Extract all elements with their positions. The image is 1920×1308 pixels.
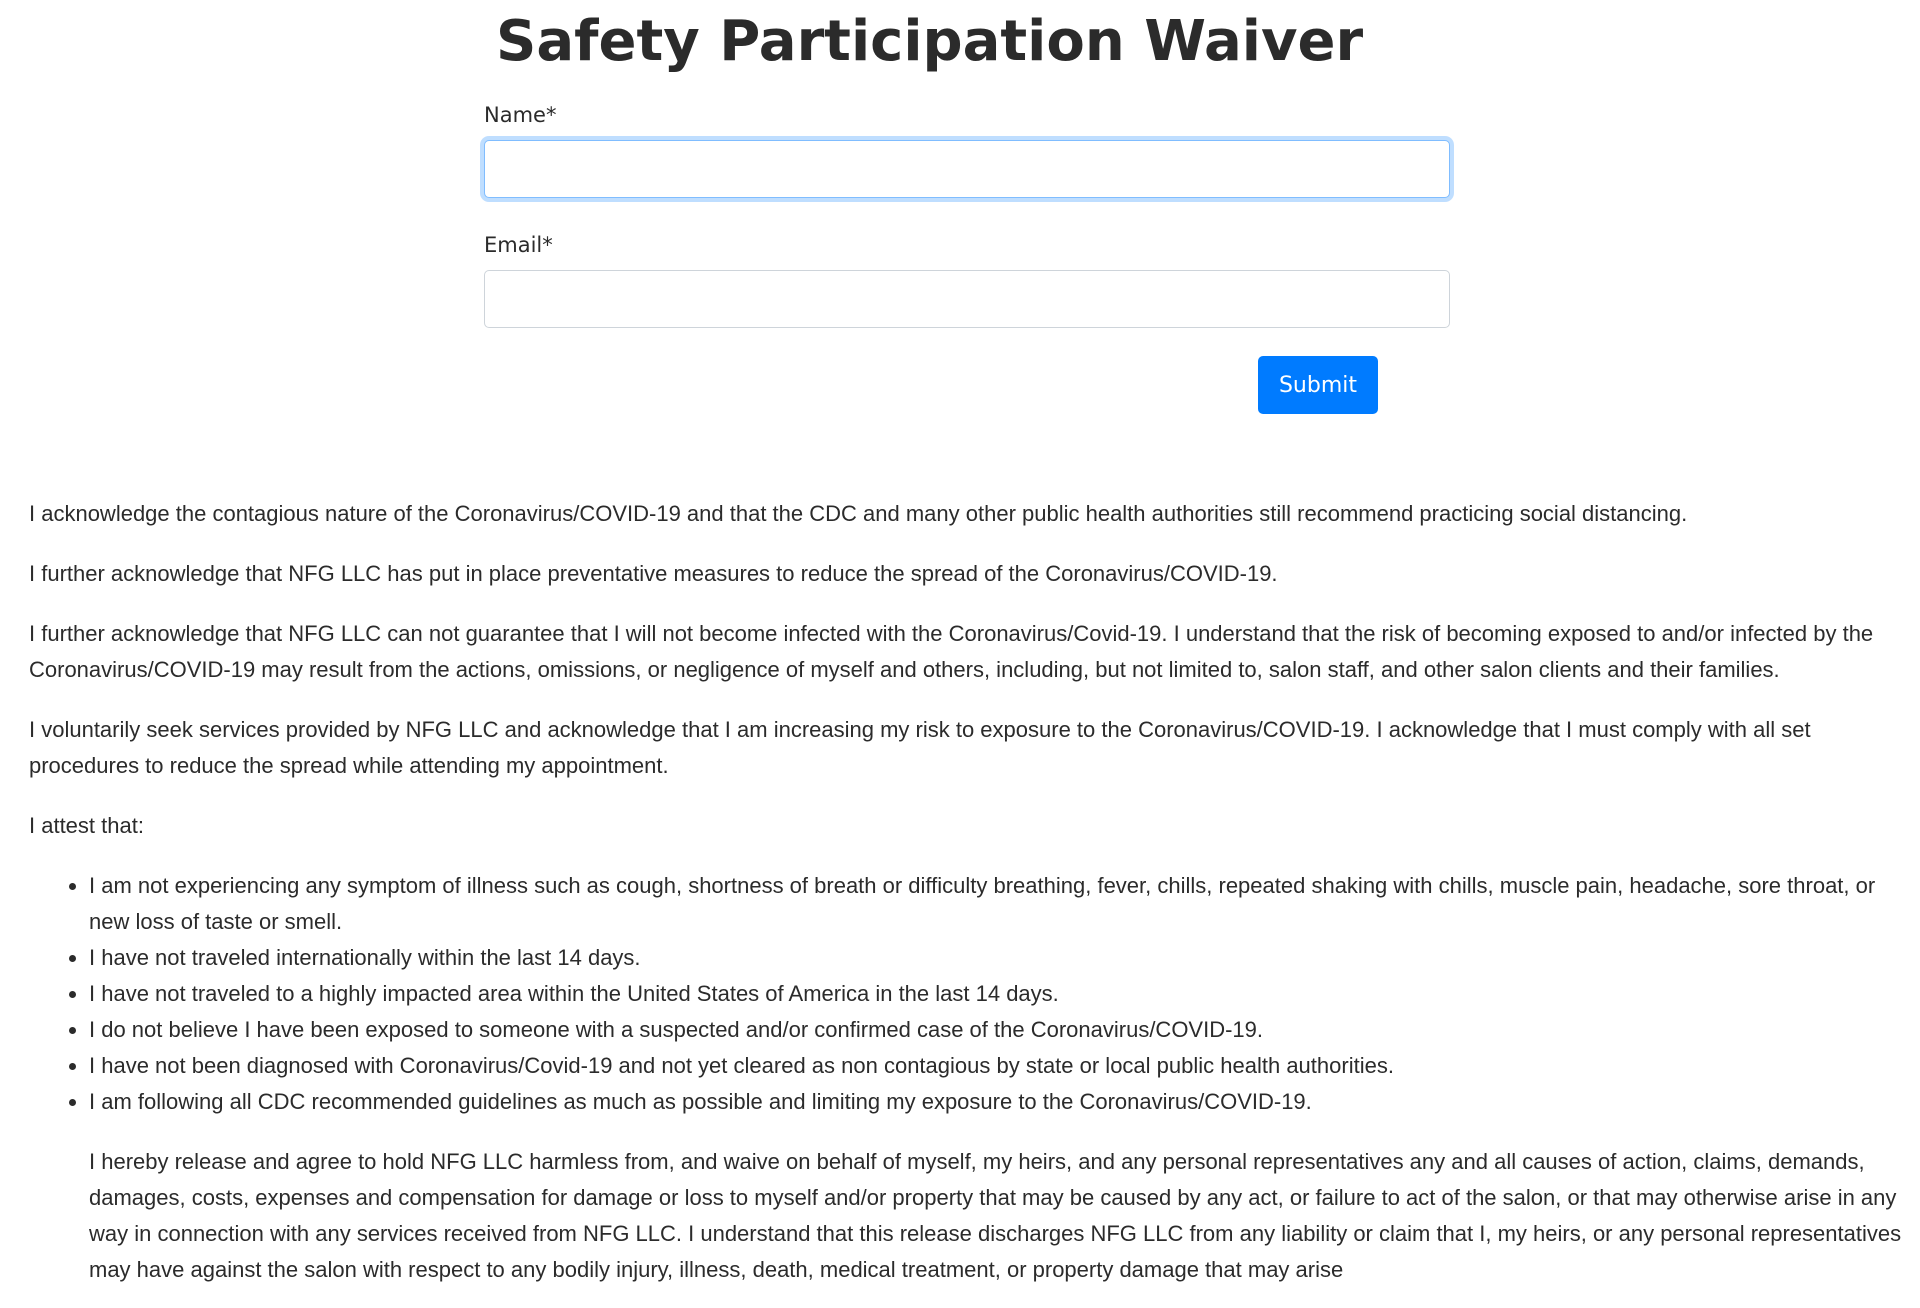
email-label: Email*: [484, 233, 553, 257]
waiver-paragraph: I further acknowledge that NFG LLC can not guarantee that I will not become infected with the Coronavirus/Covid-19. I understand that the risk of becoming exposed to and/or infected by the Coronavirus/COVID-19 may result from the actions, omissions, or negligence of myself and others, including, but not limited to, salon staff, and other salon clients and their families.: [29, 621, 1874, 682]
attestation-item: • I have not traveled to a highly impacted area within the United States of America in the last 14 days.: [89, 976, 1904, 1012]
waiver-paragraph: I voluntarily seek services provided by NFG LLC and acknowledge that I am increasing my risk to exposure to the Coronavirus/COVID-19. I acknowledge that I must comply with all set procedures to reduce the spread while attending my appointment.: [29, 717, 1811, 778]
attest-intro: I attest that:: [29, 813, 144, 838]
waiver-paragraph: I acknowledge the contagious nature of the Coronavirus/COVID-19 and that the CDC and many other public health authorities still recommend practicing social distancing.: [29, 501, 1688, 526]
waiver-form: [484, 100, 1450, 414]
submit-button[interactable]: Submit: [1258, 356, 1378, 414]
attestation-item: • I am following all CDC recommended guidelines as much as possible and limiting my exposure to the Coronavirus/COVID-19.: [89, 1084, 1904, 1120]
email-input[interactable]: [484, 270, 1450, 328]
name-input[interactable]: [484, 140, 1450, 198]
submit-row: [484, 356, 1450, 414]
attestation-list: [29, 868, 1904, 1120]
name-label: Name*: [484, 103, 557, 127]
waiver-paragraph: I further acknowledge that NFG LLC has put in place preventative measures to reduce the spread of the Coronavirus/COVID-19.: [29, 561, 1278, 586]
attestation-item: • I have not been diagnosed with Coronavirus/Covid-19 and not yet cleared as non contagious by state or local public health authorities.: [89, 1048, 1904, 1084]
attestation-item: • I have not traveled internationally within the last 14 days.: [89, 940, 1904, 976]
attestation-item: • I am not experiencing any symptom of illness such as cough, shortness of breath or difficulty breathing, fever, chills, repeated shaking with chills, muscle pain, headache, sore throat, or new loss of taste or smell.: [89, 868, 1904, 940]
waiver-text: [29, 496, 1904, 1308]
release-paragraph: I hereby release and agree to hold NFG LLC harmless from, and waive on behalf of myself, my heirs, and any personal representatives any and all causes of action, claims, demands, damages, costs, expenses and compensation for damage or loss to myself and/or property that may be caused by any act, or failure to act of the salon, or that may otherwise arise in any way in connection with any services received from NFG LLC. I understand that this release discharges NFG LLC from any liability or claim that I, my heirs, or any personal representatives may have against the salon with respect to any bodily injury, illness, death, medical treatment, or property damage that may arise: [89, 1149, 1902, 1282]
attestation-item: • I do not believe I have been exposed to someone with a suspected and/or confirmed case of the Coronavirus/COVID-19.: [89, 1012, 1904, 1048]
page-title: Safety Participation Waiver: [496, 9, 1364, 74]
